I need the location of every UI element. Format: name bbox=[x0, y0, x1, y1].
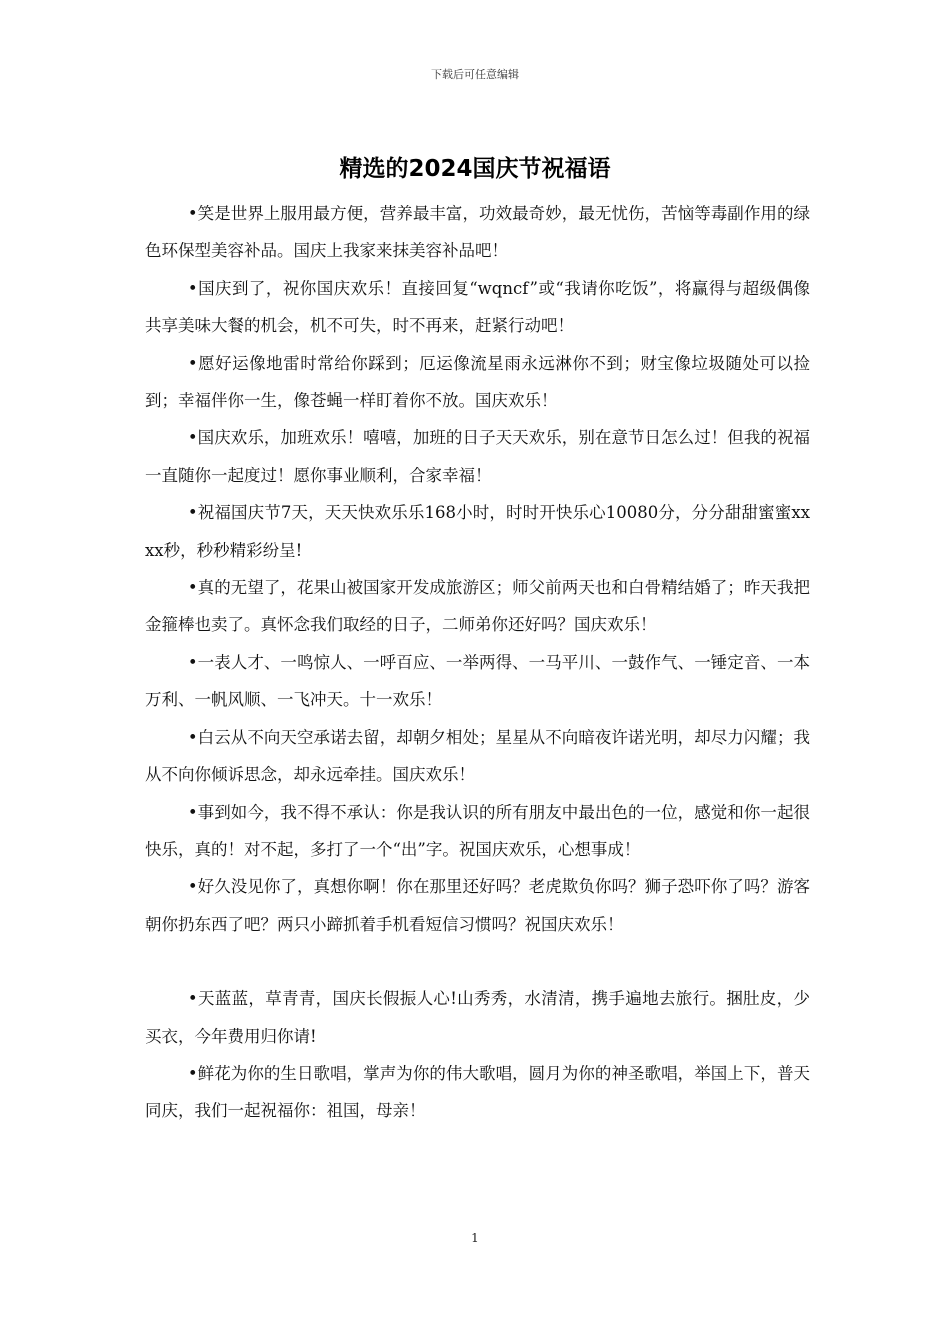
document-body bbox=[145, 195, 810, 1130]
header-note: 下载后可任意编辑 bbox=[431, 68, 519, 81]
paragraph-7: •一表人才、一鸣惊人、一呼百应、一举两得、一马平川、一鼓作气、一锤定音、一本万利、一帆风顺、一飞冲天。十一欢乐！ bbox=[145, 652, 810, 710]
paragraph-12: •鲜花为你的生日歌唱，掌声为你的伟大歌唱，圆月为你的神圣歌唱，举国上下，普天同庆，我们一起祝福你：祖国，母亲！ bbox=[145, 1063, 810, 1121]
paragraph-5: •祝福国庆节7天，天天快欢乐乐168小时，时时开快乐心10080分，分分甜甜蜜蜜xxxx秒，秒秒精彩纷呈! bbox=[145, 503, 810, 560]
paragraph-1: •笑是世界上服用最方便，营养最丰富，功效最奇妙，最无忧伤，苦恼等毒副作用的绿色环保型美容补品。国庆上我家来抹美容补品吧！ bbox=[145, 204, 810, 261]
paragraph-gap bbox=[145, 943, 810, 980]
paragraph-8: •白云从不向天空承诺去留，却朝夕相处；星星从不向暗夜许诺光明，却尽力闪耀；我从不向你倾诉思念，却永远牵挂。国庆欢乐！ bbox=[145, 727, 810, 785]
page-number: 1 bbox=[471, 1231, 479, 1245]
paragraph-4: •国庆欢乐，加班欢乐！嘻嘻，加班的日子天天欢乐，别在意节日怎么过！但我的祝福一直随你一起度过！愿你事业顺利，合家幸福！ bbox=[145, 428, 810, 485]
paragraph-11: •天蓝蓝，草青青，国庆长假振人心!山秀秀，水清清，携手遍地去旅行。捆肚皮，少买衣，今年费用归你请! bbox=[145, 989, 810, 1046]
paragraph-3: •愿好运像地雷时常给你踩到；厄运像流星雨永远淋你不到；财宝像垃圾随处可以捡到；幸福伴你一生，像苍蝇一样盯着你不放。国庆欢乐！ bbox=[145, 353, 810, 411]
paragraph-6: •真的无望了，花果山被国家开发成旅游区；师父前两天也和白骨精结婚了；昨天我把金箍棒也卖了。真怀念我们取经的日子，二师弟你还好吗？国庆欢乐！ bbox=[145, 578, 810, 635]
paragraph-10: •好久没见你了，真想你啊！你在那里还好吗？老虎欺负你吗？狮子恐吓你了吗？游客朝你扔东西了吧？两只小蹄抓着手机看短信习惯吗？祝国庆欢乐！ bbox=[145, 877, 810, 934]
paragraph-2: •国庆到了，祝你国庆欢乐！直接回复“wqncf”或“我请你吃饭”，将赢得与超级偶像共享美味大餐的机会，机不可失，时不再来，赶紧行动吧！ bbox=[145, 278, 810, 336]
paragraph-9: •事到如今，我不得不承认：你是我认识的所有朋友中最出色的一位，感觉和你一起很快乐，真的！对不起，多打了一个“出”字。祝国庆欢乐，心想事成！ bbox=[145, 802, 810, 859]
document-title: 精选的2024国庆节祝福语 bbox=[339, 156, 611, 182]
